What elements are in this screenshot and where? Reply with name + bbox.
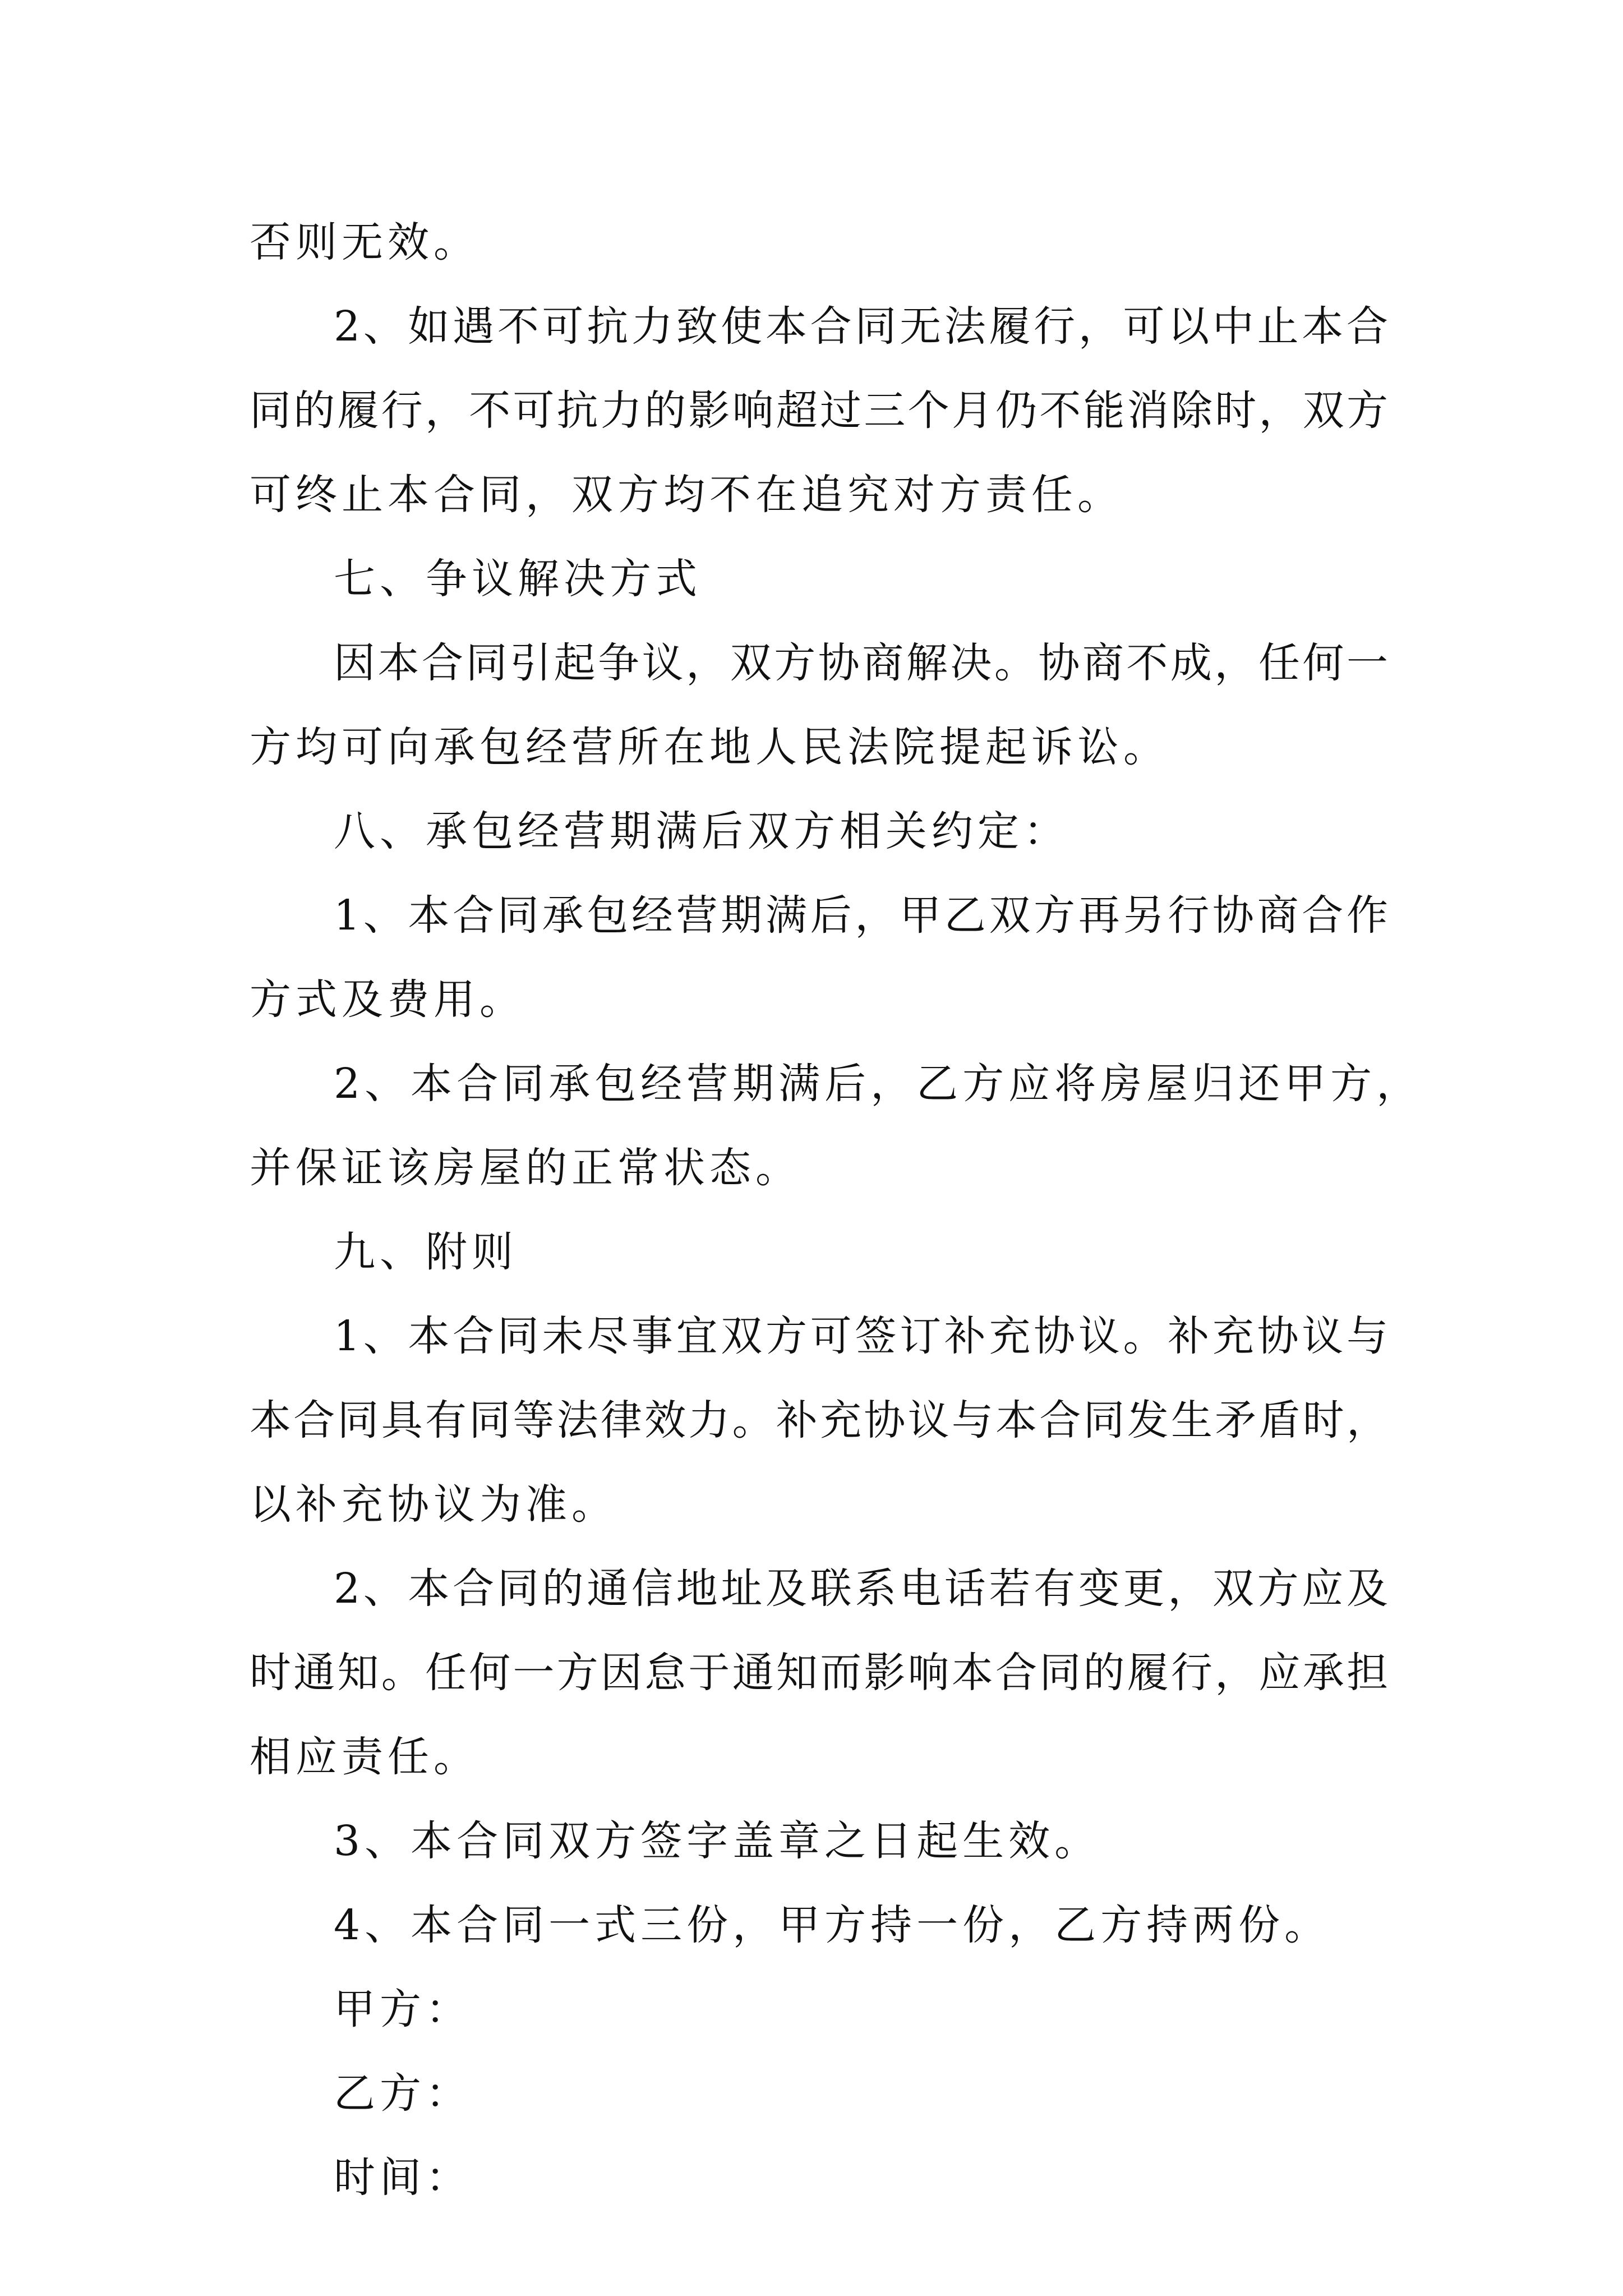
- signature-label-date: 时间：: [334, 2154, 472, 2202]
- text-line: 以补充协议为准。: [250, 1480, 617, 1529]
- text-line: 2、如遇不可抗力致使本合同无法履行，可以中止本合: [334, 302, 1388, 351]
- text-line: 4、本合同一式三份，甲方持一份，乙方持两份。: [334, 1901, 1331, 1949]
- text-line: 可终止本合同，双方均不在追究对方责任。: [250, 471, 1123, 519]
- section-heading: 八、承包经营期满后双方相关约定：: [334, 807, 1069, 855]
- text-line: 1、本合同承包经营期满后，甲乙双方再另行协商合作: [334, 891, 1388, 940]
- text-line: 否则无效。: [250, 218, 479, 266]
- text-line: 相应责任。: [250, 1733, 479, 1781]
- text-line: 同的履行，不可抗力的影响超过三个月仍不能消除时，双方: [250, 386, 1388, 435]
- text-line: 并保证该房屋的正常状态。: [250, 1144, 801, 1192]
- text-line: 时通知。任何一方因怠于通知而影响本合同的履行，应承担: [250, 1649, 1388, 1697]
- text-line: 3、本合同双方签字盖章之日起生效。: [334, 1817, 1101, 1865]
- text-line: 因本合同引起争议，双方协商解决。协商不成，任何一: [334, 639, 1388, 687]
- text-line: 2、本合同的通信地址及联系电话若有变更，双方应及: [334, 1565, 1388, 1613]
- signature-label-party-a: 甲方：: [334, 1985, 472, 2033]
- text-line: 1、本合同未尽事宜双方可签订补充协议。补充协议与: [334, 1312, 1388, 1360]
- text-line: 2、本合同承包经营期满后，乙方应将房屋归还甲方，: [334, 1060, 1423, 1108]
- signature-label-party-b: 乙方：: [334, 2069, 472, 2118]
- text-line: 方均可向承包经营所在地人民法院提起诉讼。: [250, 723, 1169, 771]
- section-heading: 九、附则: [334, 1228, 518, 1276]
- section-heading: 七、争议解决方式: [334, 555, 702, 603]
- text-line: 本合同具有同等法律效力。补充协议与本合同发生矛盾时，: [250, 1396, 1388, 1444]
- text-line: 方式及费用。: [250, 976, 525, 1024]
